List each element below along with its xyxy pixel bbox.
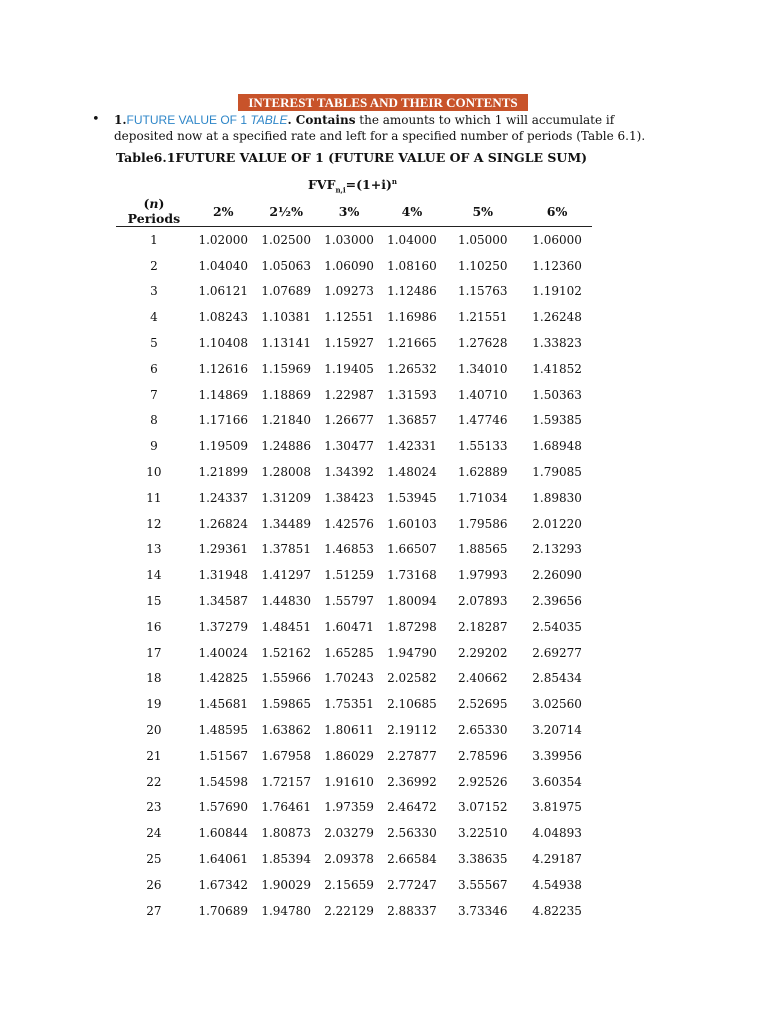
value-cell: 1.12551 [324,310,374,325]
value-cell: 2.27877 [387,748,437,763]
intro-paragraph [114,112,674,144]
period-cell: 26 [146,877,162,892]
table-row [116,846,592,872]
formula-mid: =(1+i) [345,177,392,193]
value-cell: 1.10408 [198,336,249,351]
table-body [116,227,592,924]
header-periods: (n) Periods [116,196,192,227]
value-cell: 1.19102 [532,284,582,299]
table-row [116,795,592,821]
value-cell: 2.01220 [532,516,582,531]
period-cell: 13 [146,542,162,557]
value-cell: 2.19112 [387,723,437,738]
value-cell: 1.55797 [324,594,374,609]
value-cell: 1.42331 [387,439,437,454]
value-cell: 1.97359 [324,800,374,815]
value-cell: 1.06000 [532,232,582,247]
value-cell: 1.64061 [198,852,249,867]
table-row [116,562,592,588]
value-cell: 2.15659 [324,877,374,892]
value-cell: 1.65285 [324,645,374,660]
value-cell: 1.41852 [532,361,582,376]
value-cell: 1.29361 [198,542,249,557]
value-cell: 3.55567 [457,877,508,892]
period-cell: 22 [146,774,162,789]
value-cell: 3.20714 [532,723,582,738]
value-cell: 1.62889 [457,465,508,480]
period-cell: 19 [146,697,162,712]
value-cell: 1.48595 [198,723,249,738]
value-cell: 1.52162 [261,645,311,660]
value-cell: 1.34587 [198,594,249,609]
header-rate: 6% [522,196,592,227]
item-lead-word: . Contains [287,113,356,127]
value-cell: 1.59865 [261,697,311,712]
period-cell: 14 [146,568,162,583]
value-cell: 2.40662 [457,671,508,686]
value-cell: 1.02500 [261,232,311,247]
value-cell: 1.48451 [261,619,311,634]
table-row [116,279,592,305]
value-cell: 1.42576 [324,516,374,531]
table-row [116,743,592,769]
value-cell: 2.54035 [532,619,582,634]
value-cell: 1.08243 [198,310,249,325]
value-cell: 1.27628 [457,336,508,351]
value-cell: 1.94790 [387,645,437,660]
value-cell: 2.26090 [532,568,582,583]
value-cell: 1.60103 [387,516,437,531]
value-cell: 4.04893 [532,826,582,841]
formula-lhs: FVF [308,177,336,193]
value-cell: 1.72157 [261,774,311,789]
value-cell: 1.34010 [457,361,508,376]
value-cell: 1.05063 [261,258,311,273]
value-cell: 2.10685 [387,697,437,712]
value-cell: 1.12616 [198,361,249,376]
value-cell: 1.26532 [387,361,437,376]
value-cell: 2.77247 [387,877,437,892]
value-cell: 1.21840 [261,413,311,428]
value-cell: 2.02582 [387,671,437,686]
table-header-row [116,196,592,227]
value-cell: 2.52695 [457,697,508,712]
value-cell: 1.47746 [457,413,508,428]
section-heading: INTEREST TABLES AND THEIR CONTENTS [238,94,528,111]
value-cell: 3.73346 [457,903,508,918]
value-cell: 1.03000 [324,232,374,247]
header-rate: 5% [443,196,522,227]
value-cell: 1.59385 [532,413,582,428]
table-row [116,820,592,846]
table-title: Table6.1FUTURE VALUE OF 1 (FUTURE VALUE OF A SINGLE SUM) [116,150,588,165]
table-row [116,872,592,898]
value-cell: 2.09378 [324,852,374,867]
value-cell: 1.16986 [387,310,437,325]
value-cell: 1.40024 [198,645,249,660]
period-cell: 17 [146,645,162,660]
value-cell: 1.44830 [261,594,311,609]
value-cell: 1.89830 [532,490,582,505]
value-cell: 1.37279 [198,619,249,634]
value-cell: 1.60844 [198,826,249,841]
value-cell: 1.37851 [261,542,311,557]
future-value-table [116,196,592,924]
period-cell: 8 [150,413,158,428]
value-cell: 1.12360 [532,258,582,273]
value-cell: 1.31209 [261,490,311,505]
value-cell: 2.92526 [457,774,508,789]
value-cell: 1.21665 [387,336,437,351]
value-cell: 1.24886 [261,439,311,454]
value-cell: 2.03279 [324,826,374,841]
table-row [116,227,592,253]
value-cell: 1.57690 [198,800,249,815]
value-cell: 2.85434 [532,671,582,686]
formula-subscript: n,i [335,185,346,195]
value-cell: 1.10250 [457,258,508,273]
period-cell: 10 [146,465,162,480]
table-row [116,588,592,614]
value-cell: 1.30477 [324,439,374,454]
table-row [116,330,592,356]
header-rate: 2½% [255,196,318,227]
value-cell: 1.70689 [198,903,249,918]
value-cell: 1.06090 [324,258,374,273]
value-cell: 1.04040 [198,258,249,273]
value-cell: 1.38423 [324,490,374,505]
value-cell: 2.88337 [387,903,437,918]
table-row [116,898,592,924]
value-cell: 1.79085 [532,465,582,480]
value-cell: 1.09273 [324,284,374,299]
value-cell: 3.07152 [457,800,508,815]
value-cell: 4.82235 [532,903,582,918]
value-cell: 1.97993 [457,568,508,583]
value-cell: 1.13141 [261,336,311,351]
value-cell: 2.29202 [457,645,508,660]
value-cell: 1.05000 [457,232,508,247]
value-cell: 3.81975 [532,800,582,815]
value-cell: 1.53945 [387,490,437,505]
table-row [116,459,592,485]
table-row [116,666,592,692]
value-cell: 2.18287 [457,619,508,634]
period-cell: 12 [146,516,162,531]
value-cell: 1.41297 [261,568,311,583]
period-cell: 20 [146,723,162,738]
period-cell: 15 [146,594,162,609]
period-cell: 6 [150,361,158,376]
value-cell: 1.08160 [387,258,437,273]
value-cell: 1.50363 [532,387,582,402]
period-cell: 25 [146,852,162,867]
value-cell: 2.78596 [457,748,508,763]
table-row [116,433,592,459]
table-row [116,717,592,743]
value-cell: 1.21899 [198,465,249,480]
value-cell: 1.34489 [261,516,311,531]
value-cell: 1.26248 [532,310,582,325]
value-cell: 1.12486 [387,284,437,299]
value-cell: 1.55966 [261,671,311,686]
value-cell: 1.73168 [387,568,437,583]
value-cell: 3.02560 [532,697,582,712]
value-cell: 1.10381 [261,310,311,325]
table-row [116,485,592,511]
value-cell: 2.39656 [532,594,582,609]
value-cell: 1.66507 [387,542,437,557]
value-cell: 1.40710 [457,387,508,402]
value-cell: 1.55133 [457,439,508,454]
value-cell: 1.87298 [387,619,437,634]
value-cell: 3.22510 [457,826,508,841]
value-cell: 1.34392 [324,465,374,480]
value-cell: 1.31948 [198,568,249,583]
value-cell: 1.19509 [198,439,249,454]
table-row [116,253,592,279]
table-row [116,382,592,408]
value-cell: 1.42825 [198,671,249,686]
value-cell: 4.29187 [532,852,582,867]
value-cell: 2.22129 [324,903,374,918]
value-cell: 2.36992 [387,774,437,789]
value-cell: 1.86029 [324,748,374,763]
value-cell: 1.07689 [261,284,311,299]
value-cell: 1.15763 [457,284,508,299]
value-cell: 1.36857 [387,413,437,428]
value-cell: 1.54598 [198,774,249,789]
value-cell: 1.60471 [324,619,374,634]
value-cell: 1.15927 [324,336,374,351]
value-cell: 1.68948 [532,439,582,454]
period-cell: 23 [146,800,162,815]
table-row [116,614,592,640]
value-cell: 1.91610 [324,774,374,789]
value-cell: 1.80611 [324,723,374,738]
value-cell: 3.60354 [532,774,582,789]
value-cell: 2.69277 [532,645,582,660]
value-cell: 4.54938 [532,877,582,892]
value-cell: 1.18869 [261,387,311,402]
value-cell: 1.80094 [387,594,437,609]
period-cell: 4 [150,310,158,325]
value-cell: 1.79586 [457,516,508,531]
period-cell: 11 [146,490,162,505]
item-number: 1. [114,113,127,127]
period-cell: 21 [146,748,162,763]
value-cell: 2.13293 [532,542,582,557]
period-cell: 18 [146,671,162,686]
period-cell: 16 [146,619,162,634]
value-cell: 1.24337 [198,490,249,505]
value-cell: 1.51567 [198,748,249,763]
value-cell: 1.28008 [261,465,311,480]
value-cell: 1.22987 [324,387,374,402]
value-cell: 1.88565 [457,542,508,557]
value-cell: 1.14869 [198,387,249,402]
period-cell: 1 [150,232,158,247]
value-cell: 1.51259 [324,568,374,583]
value-cell: 1.15969 [261,361,311,376]
period-cell: 7 [150,387,158,402]
header-rate: 4% [380,196,443,227]
value-cell: 1.75351 [324,697,374,712]
value-cell: 1.90029 [261,877,311,892]
table-row [116,511,592,537]
value-cell: 1.26677 [324,413,374,428]
value-cell: 2.65330 [457,723,508,738]
value-cell: 1.76461 [261,800,311,815]
period-cell: 27 [146,903,162,918]
value-cell: 1.67958 [261,748,311,763]
period-cell: 2 [150,258,158,273]
table-row [116,691,592,717]
period-cell: 9 [150,439,158,454]
formula-superscript: n [391,177,397,186]
value-cell: 1.45681 [198,697,249,712]
value-cell: 3.38635 [457,852,508,867]
value-cell: 1.70243 [324,671,374,686]
value-cell: 1.02000 [198,232,249,247]
value-cell: 1.94780 [261,903,311,918]
table-row [116,304,592,330]
value-cell: 2.07893 [457,594,508,609]
header-rate: 2% [192,196,255,227]
value-cell: 2.66584 [387,852,437,867]
value-cell: 1.17166 [198,413,249,428]
item-title-italic: TABLE [250,113,288,127]
value-cell: 2.46472 [387,800,437,815]
value-cell: 1.46853 [324,542,374,557]
table-row [116,356,592,382]
table-row [116,408,592,434]
table-row [116,640,592,666]
value-cell: 1.71034 [457,490,508,505]
value-cell: 1.85394 [261,852,311,867]
bullet-marker: • [92,112,100,127]
value-cell: 1.33823 [532,336,582,351]
period-cell: 3 [150,284,158,299]
value-cell: 1.04000 [387,232,437,247]
period-cell: 24 [146,826,162,841]
value-cell: 1.31593 [387,387,437,402]
item-title: FUTURE VALUE OF 1 [126,113,251,127]
value-cell: 2.56330 [387,826,437,841]
value-cell: 1.63862 [261,723,311,738]
value-cell: 1.19405 [324,361,374,376]
header-rate: 3% [318,196,381,227]
value-cell: 1.26824 [198,516,249,531]
value-cell: 1.06121 [198,284,249,299]
period-cell: 5 [150,336,158,351]
value-cell: 1.80873 [261,826,311,841]
table-row [116,537,592,563]
table-row [116,769,592,795]
value-cell: 1.21551 [457,310,508,325]
value-cell: 3.39956 [532,748,582,763]
value-cell: 1.48024 [387,465,437,480]
value-cell: 1.67342 [198,877,249,892]
item-description: the amounts to which 1 will accumulate if deposited now at a specified rate and left for a specified number of periods (Table 6.1). [114,113,646,143]
